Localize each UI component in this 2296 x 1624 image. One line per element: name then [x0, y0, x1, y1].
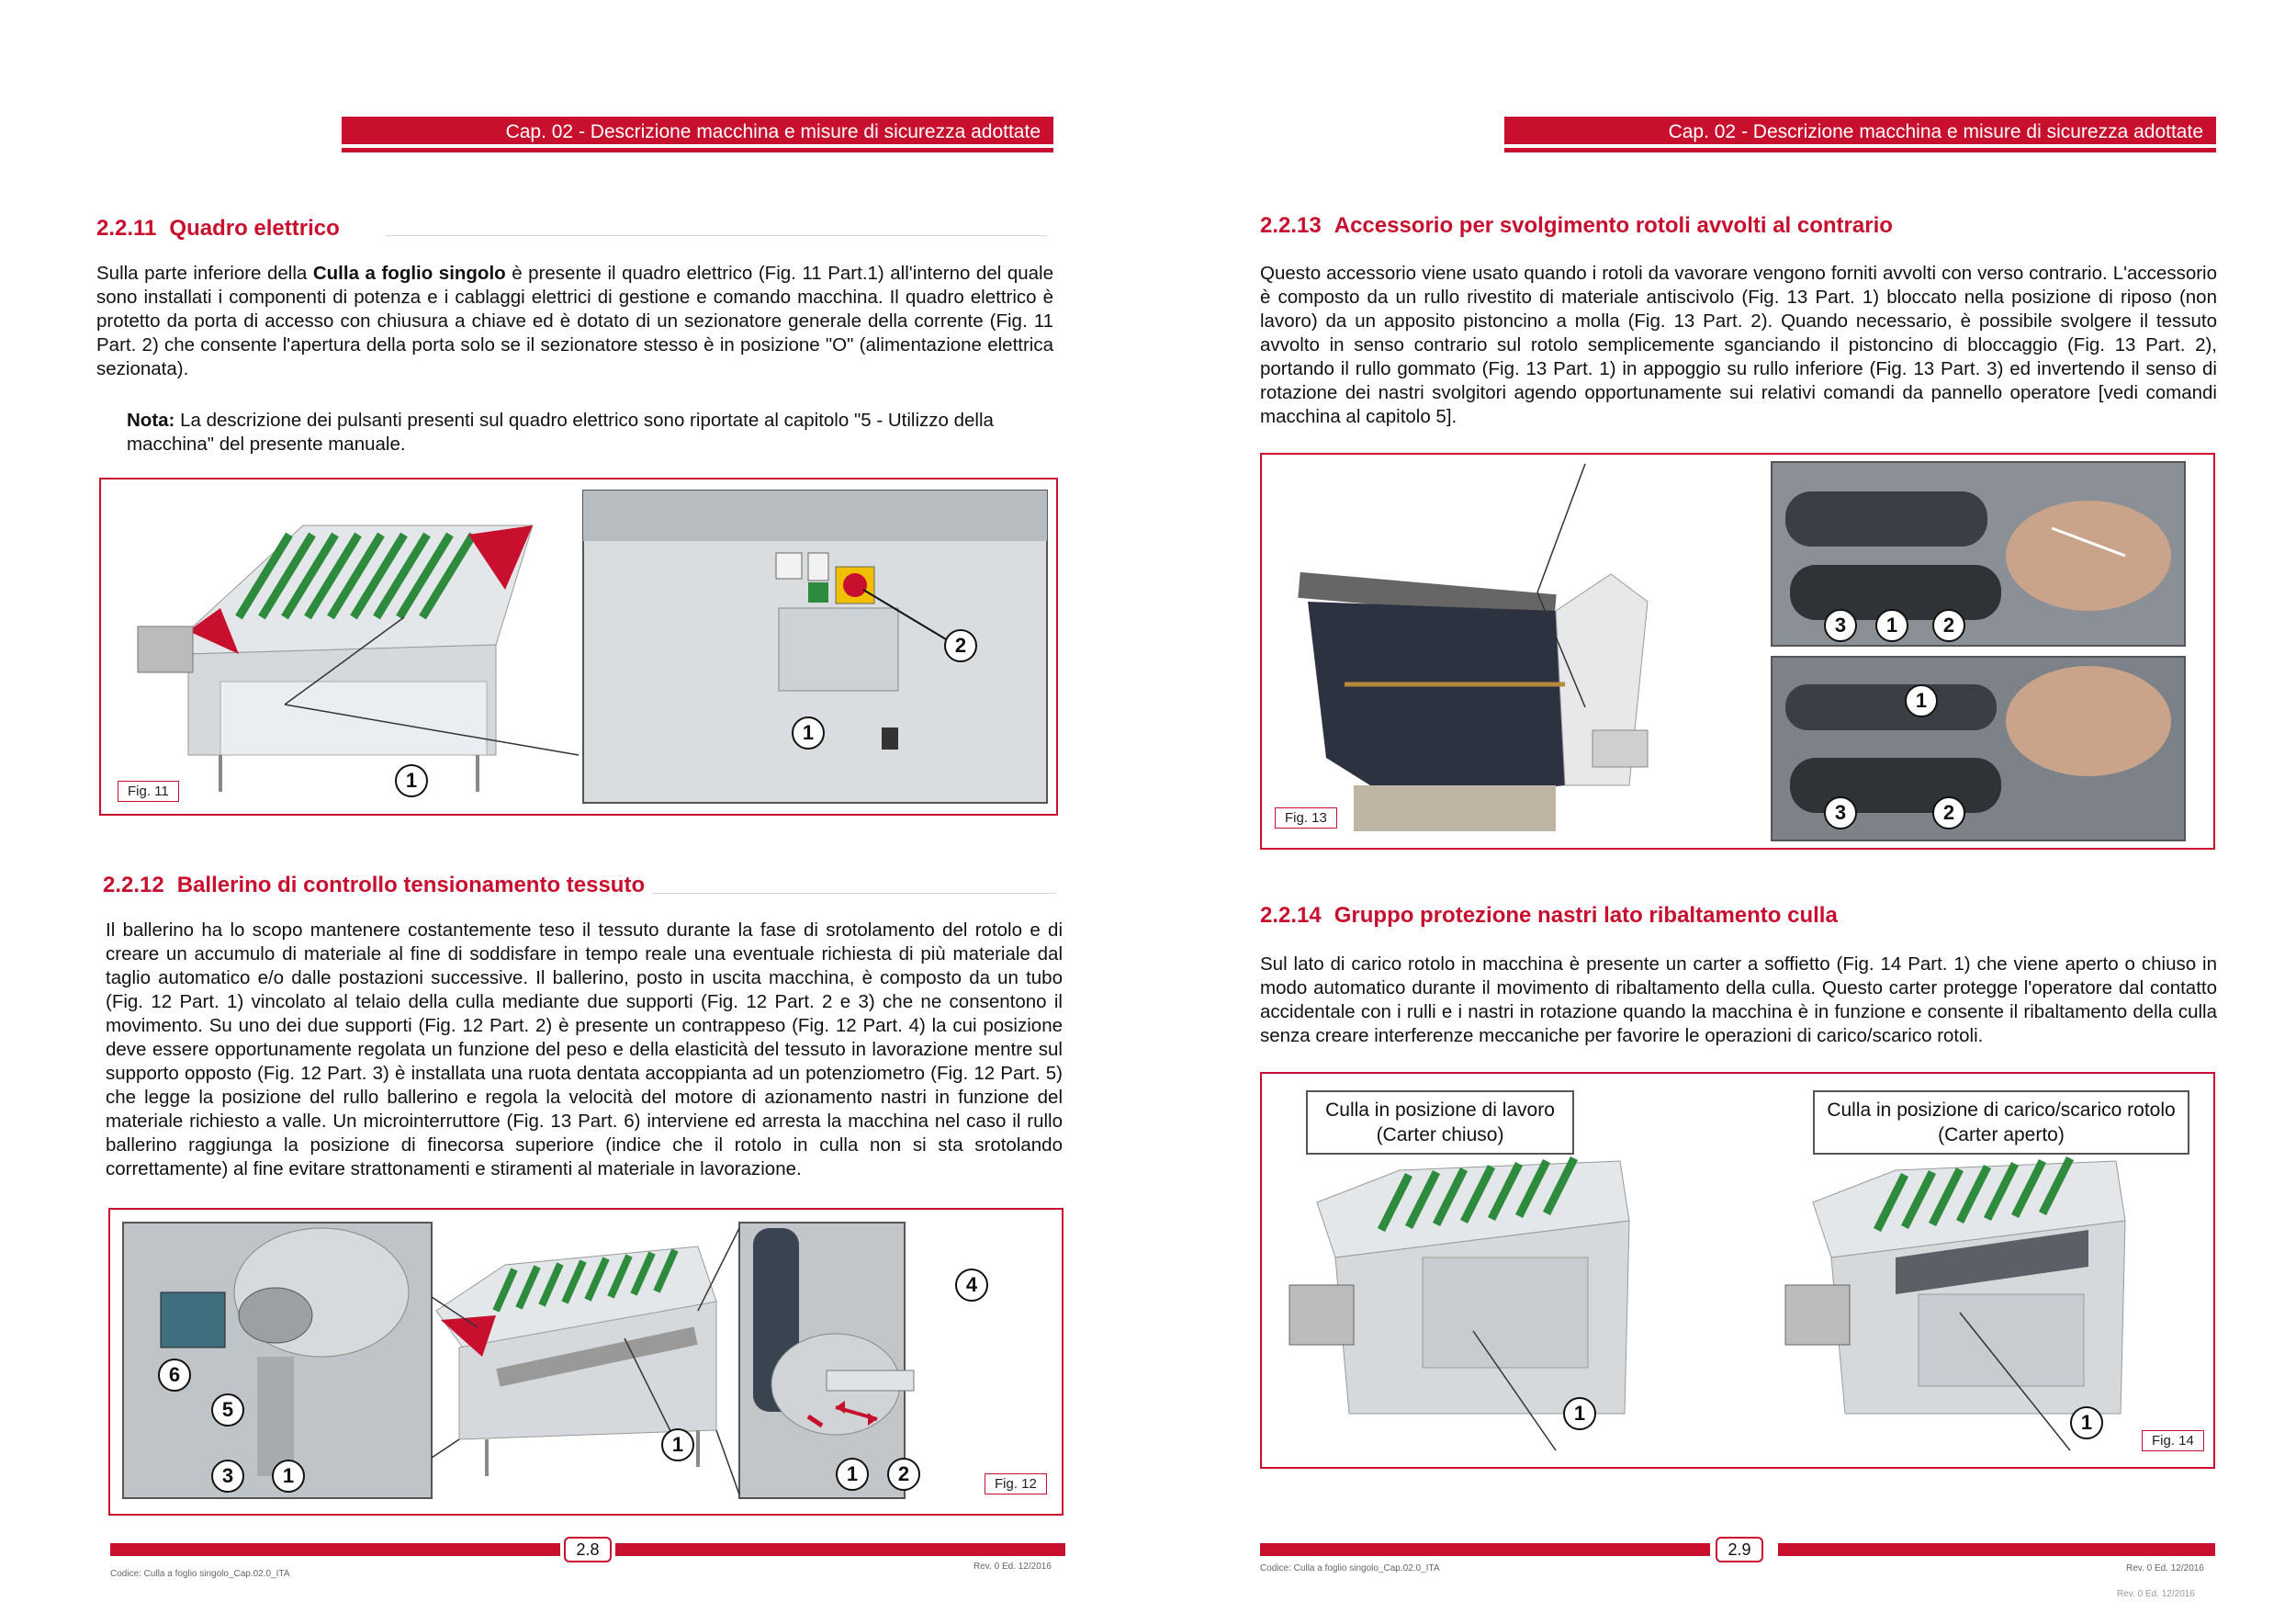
- section-title-2-2-13: [1260, 213, 1893, 239]
- figure-label: Fig. 14: [2142, 1430, 2204, 1451]
- footer-rev: Rev. 0 Ed. 12/2016: [974, 1562, 1052, 1572]
- section-title-text: Accessorio per svolgimento rotoli avvolti al contrario: [1334, 213, 1893, 238]
- section-title-text: Ballerino di controllo tensionamento tessuto: [176, 873, 646, 897]
- right-page: [1148, 0, 2296, 1624]
- machine-load-position: [1785, 1158, 2125, 1450]
- callout-1: 1: [792, 716, 825, 750]
- title-rule: [652, 893, 1056, 894]
- callout-3: 3: [1824, 609, 1857, 642]
- chapter-header: [342, 117, 1053, 148]
- footer-bar-right: [1778, 1543, 2215, 1556]
- figure-label: Fig. 11: [118, 781, 179, 802]
- figure-11-frame: [99, 478, 1058, 816]
- callout-1: 1: [2070, 1406, 2103, 1439]
- note-label: Nota:: [127, 410, 175, 431]
- section-title-2-2-14: [1260, 903, 1838, 929]
- caption-work-position: Culla in posizione di lavoro (Carter chiuso): [1306, 1090, 1574, 1155]
- title-rule: [386, 235, 1047, 236]
- callout-3: 3: [211, 1460, 244, 1493]
- footer-code: Codice: Culla a foglio singolo_Cap.02.0_ITA: [110, 1569, 290, 1579]
- callout-2: 2: [887, 1458, 920, 1491]
- chapter-header-text: Cap. 02 - Descrizione macchina e misure di sicurezza adottate: [1668, 121, 2203, 142]
- footer-bar-left: [1260, 1543, 1710, 1556]
- callout-1: 1: [1563, 1397, 1596, 1430]
- machine-drawing: [138, 525, 579, 792]
- footer-bar-left: [110, 1543, 560, 1556]
- callout-1: 1: [1875, 609, 1908, 642]
- figure-13-illustration: [1262, 455, 2217, 851]
- page-number: 2.8: [564, 1537, 612, 1562]
- paragraph-quadro-elettrico: [96, 262, 1053, 381]
- section-title-text: Quadro elettrico: [169, 216, 340, 241]
- figure-14-frame: [1260, 1072, 2215, 1469]
- callout-4: 4: [955, 1269, 988, 1302]
- chapter-header-text: Cap. 02 - Descrizione macchina e misure di sicurezza adottate: [505, 121, 1041, 142]
- paragraph-accessorio: Questo accessorio viene usato quando i rotoli da vavorare vengono forniti avvolti con verso contrario. L'accessorio è composto da un rullo rivestito di materiale antiscivolo (Fig. 13 Part. 1) bloccato nella posizione di riposo (non lavoro) da un apposito pistoncino a molla (Fig. 13 Part. 2). Quando necessario, è possibile svolgere il tessuto avvolto in senso contrario sul rotolo semplicemente sganciando il pistoncino di bloccaggio (Fig. 13 Part. 2), portando il rullo gommato (Fig. 13 Part. 1) in appoggio su rullo inferiore (Fig. 13 Part. 3) ed invertendo il senso di rotazione dei nastri svolgitori agendo opportunamente sui relativi comandi da pannello operatore [vedi comandi macchina al capitolo 5].: [1260, 263, 2217, 427]
- callout-2: 2: [1932, 796, 1965, 829]
- section-title-text: Gruppo protezione nastri lato ribaltamento culla: [1334, 903, 1838, 928]
- footer-bar-right: [615, 1543, 1065, 1556]
- footer-rev-duplicate: Rev. 0 Ed. 12/2016: [2117, 1589, 2195, 1599]
- text-bold: Culla a foglio singolo: [312, 263, 506, 284]
- callout-2: 2: [1932, 609, 1965, 642]
- footer-code: Codice: Culla a foglio singolo_Cap.02.0_ITA: [1260, 1563, 1440, 1573]
- callout-1: 1: [661, 1428, 694, 1461]
- figure-label: Fig. 12: [985, 1473, 1047, 1494]
- callout-5: 5: [211, 1393, 244, 1427]
- machine-drawing: [1298, 572, 1648, 831]
- section-title-2-2-12: [103, 873, 645, 898]
- callout-1: 1: [395, 764, 428, 797]
- figure-11-illustration: [101, 479, 1060, 818]
- callout-2: 2: [944, 629, 977, 662]
- figure-13-frame: [1260, 453, 2215, 850]
- text-run: è presente il quadro elettrico (Fig. 11 Part.1) all'interno del quale sono installati i componenti di potenza e i cablaggi elettrici di gestione e comando macchina. Il quadro elettrico è protetto da porta di accesso con chiusura a chiave ed è dotato di un sezionatore generale della corrente (Fig. 11 Part. 2) che consente l'apertura della porta solo se il sezionatore stesso è in posizione "O" (alimentazione elettrica sezionata).: [96, 263, 1053, 379]
- note-text: La descrizione dei pulsanti presenti sul quadro elettrico sono riportate al capitolo "5 - Utilizzo della macchina" del presente manuale.: [127, 410, 994, 455]
- footer-rev: Rev. 0 Ed. 12/2016: [2126, 1563, 2204, 1573]
- page-number: 2.9: [1716, 1537, 1763, 1562]
- callout-3: 3: [1824, 796, 1857, 829]
- figure-12-illustration: [110, 1210, 1065, 1517]
- caption-load-position: Culla in posizione di carico/scarico rotolo (Carter aperto): [1813, 1090, 2189, 1155]
- callout-6: 6: [158, 1359, 191, 1392]
- figure-12-frame: [108, 1208, 1064, 1516]
- text-run: Sulla parte inferiore della: [96, 263, 313, 284]
- section-title-2-2-11: [96, 216, 340, 242]
- callout-1: 1: [272, 1460, 305, 1493]
- note: [127, 409, 1054, 457]
- callout-1: 1: [1905, 684, 1938, 717]
- paragraph-ballerino: Il ballerino ha lo scopo mantenere costantemente teso il tessuto durante la fase di srotolamento del rotolo e di creare un accumulo di materiale al fine di soddisfare in tempo reale una eventuale richiesta di più materiale dal taglio automatico e/o dalle postazioni successive. Il ballerino, posto in uscita macchina, è composto da un tubo (Fig. 12 Part. 1) vincolato al telaio della culla mediante due supporti (Fig. 12 Part. 2 e 3) che ne consentono il movimento. Su uno dei due supporti (Fig. 12 Part. 2) è presente un contrappeso (Fig. 12 Part. 4) la cui posizione deve essere opportunamente regolata un funzione del peso e della elasticità del tessuto in lavorazione mentre sul supporto opposto (Fig. 12 Part. 3) è installata una ruota dentata accoppianta ad un potenziometro (Fig. 12 Part. 5) che legge la posizione del rullo ballerino e regola la velocità del motore di azionamento nastri in funzione del materiale richiesto a valle. Un microinterruttore (Fig. 13 Part. 6) interviene ed arresta la macchina nel caso il rullo ballerino raggiunga la posizione di finecorsa superiore (indice che il rotolo in culla non si sta srotolando correttamente) al fine evitare strattonamenti e stiramenti al materiale in lavorazione.: [106, 919, 1063, 1179]
- section-number: 2.2.12: [103, 873, 164, 897]
- figure-label: Fig. 13: [1275, 807, 1337, 829]
- section-number: 2.2.13: [1260, 213, 1322, 238]
- callout-1: 1: [836, 1458, 869, 1491]
- paragraph-gruppo-protezione: Sul lato di carico rotolo in macchina è presente un carter a soffietto (Fig. 14 Part. 1) che viene aperto o chiuso in modo automatico durante il movimento di ribaltamento della culla. Questo carter protegge l'operatore dal contatto accidentale con i rulli e i nastri in rotazione quando la macchina è in funzione e consente il ribaltamento della culla senza creare interferenze meccaniche per favorire le operazioni di carico/scarico rotoli.: [1260, 953, 2217, 1046]
- section-number: 2.2.11: [96, 216, 157, 241]
- chapter-header: [1504, 117, 2216, 148]
- section-number: 2.2.14: [1260, 903, 1322, 928]
